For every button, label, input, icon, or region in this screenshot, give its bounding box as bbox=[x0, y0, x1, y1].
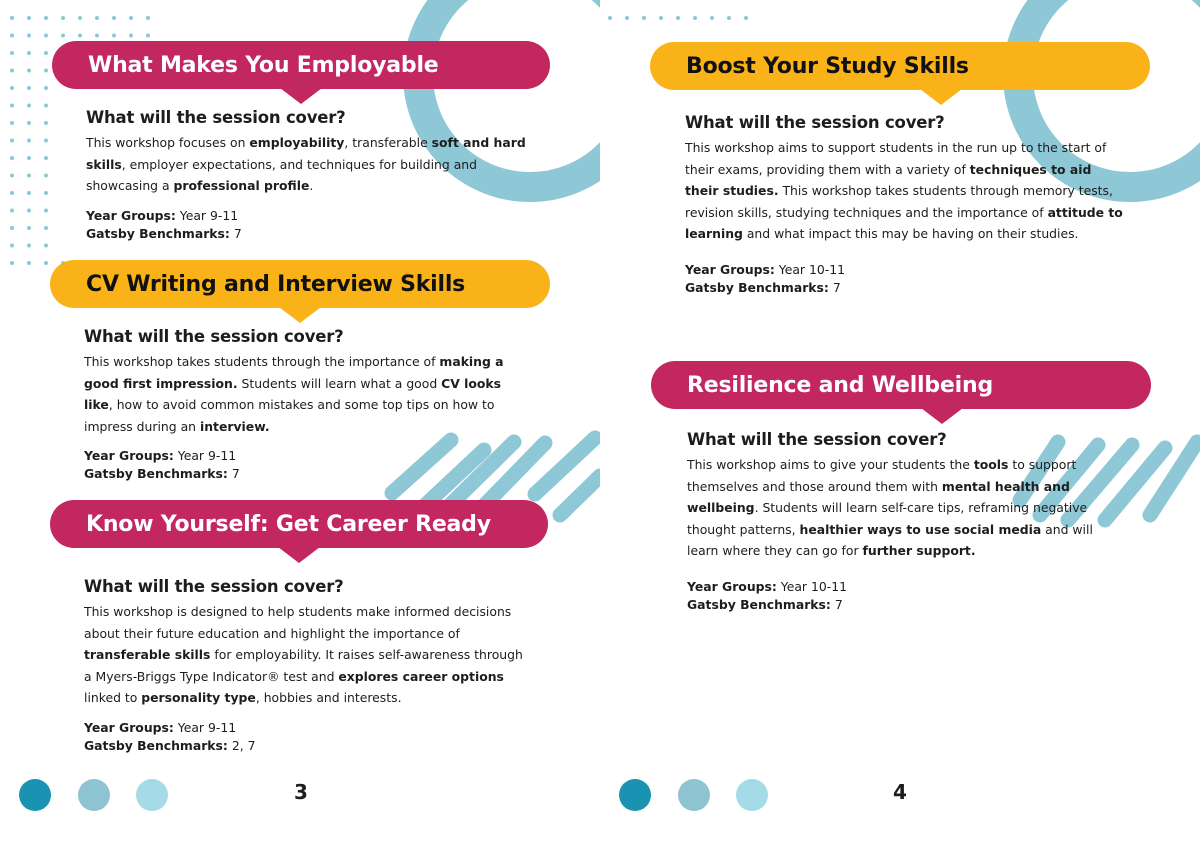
year-groups-line: Year Groups: Year 9-11 bbox=[86, 207, 239, 223]
page-dot-dark bbox=[619, 779, 651, 811]
section-heading: What will the session cover? bbox=[84, 327, 344, 346]
gatsby-benchmarks-value: 2, 7 bbox=[231, 737, 256, 753]
section-cv-writing bbox=[84, 327, 524, 483]
pattern-dot bbox=[146, 16, 150, 20]
section-description: This workshop takes students through the importance of making a good first impression. Students will learn what a good CV looks like, how to avoid common mistakes and some top tips on how to impress during an interview. bbox=[84, 354, 504, 434]
pattern-dot bbox=[61, 16, 65, 20]
pattern-dot bbox=[112, 34, 116, 38]
pattern-dot bbox=[129, 34, 133, 38]
pattern-dot bbox=[61, 34, 65, 38]
pattern-dot bbox=[44, 156, 48, 160]
pattern-dot bbox=[27, 174, 31, 178]
pattern-dot bbox=[44, 16, 48, 20]
pattern-dot bbox=[10, 174, 14, 178]
pattern-dot bbox=[744, 16, 748, 20]
year-groups-line: Year Groups: Year 9-11 bbox=[84, 448, 237, 463]
banner-resilience-wellbeing bbox=[651, 361, 1151, 409]
banner-what-makes-you-employable bbox=[52, 41, 550, 89]
year-groups-line: Year Groups: Year 10-11 bbox=[685, 261, 845, 277]
pattern-dot bbox=[10, 156, 14, 160]
page-dot-dark bbox=[19, 779, 51, 811]
pattern-dot bbox=[44, 226, 48, 230]
pattern-dot bbox=[44, 34, 48, 38]
year-groups-line: Year Groups: Year 10-11 bbox=[687, 578, 847, 594]
banner-cv-writing bbox=[50, 260, 550, 308]
pattern-dot bbox=[27, 34, 31, 38]
section-meta bbox=[687, 578, 1127, 614]
gatsby-benchmarks-line: Gatsby Benchmarks: 7 bbox=[86, 225, 242, 241]
section-description: This workshop aims to give your students the tools to support themselves and those around them with mental health and wellbeing. Students will learn self-care tips, reframing negative thought patterns, healthier ways to use social media and will learn where they can go for further support. bbox=[687, 457, 1093, 558]
pattern-dot bbox=[659, 16, 663, 20]
section-meta bbox=[685, 261, 1125, 297]
banner-title: Resilience and Wellbeing bbox=[687, 372, 994, 398]
pattern-dot bbox=[710, 16, 714, 20]
pattern-dot bbox=[44, 69, 48, 73]
banner-title: Boost Your Study Skills bbox=[686, 53, 969, 79]
banner-know-yourself bbox=[50, 500, 548, 548]
section-boost-study-skills bbox=[685, 113, 1125, 297]
year-groups-value: Year 9-11 bbox=[177, 719, 237, 735]
section-resilience-wellbeing bbox=[687, 430, 1127, 614]
pattern-dot bbox=[727, 16, 731, 20]
pattern-dot bbox=[27, 191, 31, 195]
pattern-dot bbox=[27, 209, 31, 213]
pattern-dot bbox=[44, 139, 48, 143]
page-number: 4 bbox=[893, 780, 907, 804]
page-dot-mid bbox=[678, 779, 710, 811]
pattern-dot bbox=[693, 16, 697, 20]
pattern-dot bbox=[44, 244, 48, 248]
pattern-dot bbox=[10, 191, 14, 195]
banner-title: CV Writing and Interview Skills bbox=[86, 271, 466, 297]
section-heading: What will the session cover? bbox=[84, 577, 344, 596]
pattern-dot bbox=[676, 16, 680, 20]
pattern-dot bbox=[44, 86, 48, 90]
section-know-yourself bbox=[84, 577, 524, 755]
pattern-dot bbox=[27, 51, 31, 55]
pattern-dot bbox=[78, 16, 82, 20]
pattern-dot bbox=[27, 86, 31, 90]
pattern-dot bbox=[44, 261, 48, 265]
top-dot-row bbox=[608, 16, 748, 20]
gatsby-benchmarks-value: 7 bbox=[832, 279, 841, 295]
pattern-dot bbox=[44, 209, 48, 213]
pattern-dot bbox=[10, 86, 14, 90]
pattern-dot bbox=[129, 16, 133, 20]
page-number: 3 bbox=[294, 780, 308, 804]
pattern-dot bbox=[27, 104, 31, 108]
gatsby-benchmarks-value: 7 bbox=[834, 596, 843, 612]
pattern-dot bbox=[146, 34, 150, 38]
pattern-dot bbox=[27, 16, 31, 20]
gatsby-benchmarks-value: 7 bbox=[233, 225, 242, 241]
banner-boost-study-skills bbox=[650, 42, 1150, 90]
section-heading: What will the session cover? bbox=[685, 113, 945, 132]
section-meta bbox=[84, 719, 524, 755]
section-description: This workshop focuses on employability, transferable soft and hard skills, employer expectations, and techniques for building and showcasing a professional profile. bbox=[86, 135, 526, 193]
section-description: This workshop is designed to help students make informed decisions about their future education and highlight the importance of transferable skills for employability. It raises self-awareness through a Myers-Briggs Type Indicator® test and explores career options linked to personality type, hobbies and interests. bbox=[84, 604, 523, 705]
section-heading: What will the session cover? bbox=[86, 108, 346, 127]
pattern-dot bbox=[27, 244, 31, 248]
pattern-dot bbox=[10, 121, 14, 125]
pattern-dot bbox=[112, 16, 116, 20]
pattern-dot bbox=[608, 16, 612, 20]
section-what-makes-you-employable bbox=[86, 108, 526, 243]
pattern-dot bbox=[27, 121, 31, 125]
gatsby-benchmarks-line: Gatsby Benchmarks: 7 bbox=[685, 279, 841, 295]
pattern-dot bbox=[10, 34, 14, 38]
year-groups-line: Year Groups: Year 9-11 bbox=[84, 719, 237, 735]
gatsby-benchmarks-value: 7 bbox=[231, 466, 240, 481]
year-groups-value: Year 10-11 bbox=[780, 578, 847, 594]
year-groups-value: Year 9-11 bbox=[179, 207, 239, 223]
section-heading: What will the session cover? bbox=[687, 430, 947, 449]
banner-title: Know Yourself: Get Career Ready bbox=[86, 511, 491, 537]
pattern-dot bbox=[27, 226, 31, 230]
year-groups-value: Year 9-11 bbox=[177, 448, 237, 463]
pattern-dot bbox=[10, 244, 14, 248]
pattern-dot bbox=[95, 34, 99, 38]
pattern-dot bbox=[44, 121, 48, 125]
pattern-dot bbox=[642, 16, 646, 20]
pattern-dot bbox=[10, 209, 14, 213]
page-dot-mid bbox=[78, 779, 110, 811]
pattern-dot bbox=[44, 191, 48, 195]
page-dot-light bbox=[736, 779, 768, 811]
pattern-dot bbox=[27, 139, 31, 143]
pattern-dot bbox=[10, 139, 14, 143]
gatsby-benchmarks-line: Gatsby Benchmarks: 7 bbox=[687, 596, 843, 612]
pattern-dot bbox=[78, 34, 82, 38]
section-meta bbox=[86, 207, 526, 243]
section-description: This workshop aims to support students in the run up to the start of their exams, providing them with a variety of techniques to aid their studies. This workshop takes students through memory tests, revision skills, studying techniques and the importance of attitude to learning and what impact this may be having on their studies. bbox=[685, 140, 1123, 241]
pattern-dot bbox=[27, 156, 31, 160]
pattern-dot bbox=[10, 51, 14, 55]
pattern-dot bbox=[10, 16, 14, 20]
pattern-dot bbox=[44, 174, 48, 178]
pattern-dot bbox=[27, 69, 31, 73]
page-4 bbox=[600, 0, 1200, 848]
pattern-dot bbox=[10, 261, 14, 265]
pattern-dot bbox=[27, 261, 31, 265]
section-meta bbox=[84, 447, 524, 483]
gatsby-benchmarks-line: Gatsby Benchmarks: 7 bbox=[84, 466, 240, 481]
gatsby-benchmarks-line: Gatsby Benchmarks: 2, 7 bbox=[84, 737, 256, 753]
pattern-dot bbox=[10, 226, 14, 230]
pattern-dot bbox=[10, 104, 14, 108]
pattern-dot bbox=[625, 16, 629, 20]
pattern-dot bbox=[44, 104, 48, 108]
pattern-dot bbox=[10, 69, 14, 73]
pattern-dot bbox=[44, 51, 48, 55]
year-groups-value: Year 10-11 bbox=[778, 261, 845, 277]
banner-title: What Makes You Employable bbox=[88, 52, 439, 78]
pattern-dot bbox=[95, 16, 99, 20]
page-dot-light bbox=[136, 779, 168, 811]
